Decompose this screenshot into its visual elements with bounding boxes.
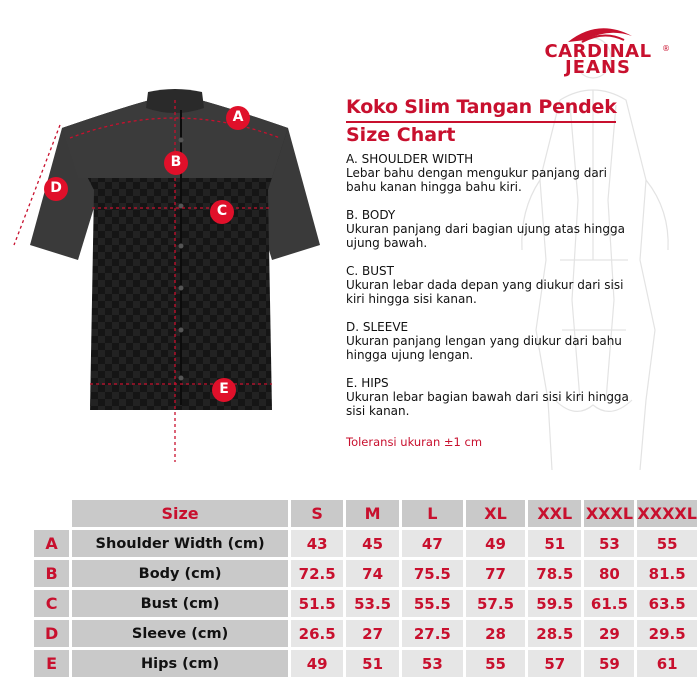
tolerance-note: Toleransi ukuran ±1 cm xyxy=(346,435,483,449)
table-header-size: Size xyxy=(72,500,288,527)
row-letter: A xyxy=(34,530,69,557)
table-cell: 55 xyxy=(637,530,697,557)
row-label: Shoulder Width (cm) xyxy=(72,530,288,557)
table-cell: 53 xyxy=(584,530,634,557)
table-cell: 75.5 xyxy=(402,560,463,587)
product-title: Koko Slim Tangan Pendek xyxy=(346,96,617,118)
table-cell: 47 xyxy=(402,530,463,557)
row-letter: E xyxy=(34,650,69,677)
table-header-xl: XL xyxy=(466,500,525,527)
table-header-xxxxl: XXXXL xyxy=(637,500,697,527)
marker-c-label: C xyxy=(216,203,228,219)
table-cell: 53 xyxy=(402,650,463,677)
row-label: Bust (cm) xyxy=(72,590,288,617)
table-row xyxy=(34,650,697,677)
marker-b-label: B xyxy=(170,154,182,170)
table-cell: 27 xyxy=(346,620,398,647)
size-chart-heading: Size Chart xyxy=(346,124,456,146)
description-heading: A. SHOULDER WIDTH xyxy=(346,152,474,166)
description-text: Ukuran panjang dari bagian ujung atas hingga ujung bawah. xyxy=(346,222,625,250)
row-letter: B xyxy=(34,560,69,587)
table-cell: 28.5 xyxy=(528,620,581,647)
description-heading: B. BODY xyxy=(346,208,396,222)
size-table xyxy=(31,497,700,680)
description-heading: C. BUST xyxy=(346,264,394,278)
table-cell: 29 xyxy=(584,620,634,647)
description-text: Ukuran panjang lengan yang diukur dari bahu hingga ujung lengan. xyxy=(346,334,622,362)
row-letter: D xyxy=(34,620,69,647)
row-label: Sleeve (cm) xyxy=(72,620,288,647)
description-text: Ukuran lebar bagian bawah dari sisi kiri hingga sisi kanan. xyxy=(346,390,629,418)
table-cell: 80 xyxy=(584,560,634,587)
marker-e-label: E xyxy=(219,381,229,397)
table-cell: 77 xyxy=(466,560,525,587)
table-header-s: S xyxy=(291,500,343,527)
table-row xyxy=(34,620,697,647)
table-cell: 63.5 xyxy=(637,590,697,617)
row-label: Body (cm) xyxy=(72,560,288,587)
table-cell: 55.5 xyxy=(402,590,463,617)
description-body xyxy=(346,208,636,250)
table-cell: 49 xyxy=(466,530,525,557)
table-cell: 29.5 xyxy=(637,620,697,647)
row-letter: C xyxy=(34,590,69,617)
table-cell: 74 xyxy=(346,560,398,587)
table-cell: 26.5 xyxy=(291,620,343,647)
table-header-m: M xyxy=(346,500,398,527)
table-cell: 43 xyxy=(291,530,343,557)
table-cell: 81.5 xyxy=(637,560,697,587)
description-heading: E. HIPS xyxy=(346,376,389,390)
table-cell: 51 xyxy=(528,530,581,557)
description-heading: D. SLEEVE xyxy=(346,320,409,334)
registered-mark: ® xyxy=(662,44,670,53)
table-cell: 53.5 xyxy=(346,590,398,617)
table-corner xyxy=(34,500,69,527)
table-cell: 27.5 xyxy=(402,620,463,647)
table-cell: 55 xyxy=(466,650,525,677)
table-cell: 59 xyxy=(584,650,634,677)
measurement-descriptions xyxy=(346,152,636,432)
description-text: Lebar bahu dengan mengukur panjang dari bahu kanan hingga bahu kiri. xyxy=(346,166,607,194)
table-cell: 59.5 xyxy=(528,590,581,617)
description-shoulder-width xyxy=(346,152,636,194)
table-cell: 45 xyxy=(346,530,398,557)
title-divider xyxy=(346,121,616,123)
table-header-xxl: XXL xyxy=(528,500,581,527)
table-row xyxy=(34,590,697,617)
table-cell: 49 xyxy=(291,650,343,677)
table-cell: 57.5 xyxy=(466,590,525,617)
table-header-xxxl: XXXL xyxy=(584,500,634,527)
table-cell: 61.5 xyxy=(584,590,634,617)
table-cell: 61 xyxy=(637,650,697,677)
brand-name-line1: CARDINAL xyxy=(544,41,652,62)
table-cell: 78.5 xyxy=(528,560,581,587)
table-row xyxy=(34,560,697,587)
brand-name-line2: JEANS xyxy=(565,57,631,78)
table-cell: 51.5 xyxy=(291,590,343,617)
description-bust xyxy=(346,264,636,306)
brand-logo xyxy=(528,22,668,80)
table-cell: 28 xyxy=(466,620,525,647)
shirt-illustration xyxy=(0,0,340,470)
table-header-l: L xyxy=(402,500,463,527)
description-sleeve xyxy=(346,320,636,362)
table-cell: 57 xyxy=(528,650,581,677)
table-cell: 72.5 xyxy=(291,560,343,587)
table-row xyxy=(34,530,697,557)
description-text: Ukuran lebar dada depan yang diukur dari sisi kiri hingga sisi kanan. xyxy=(346,278,624,306)
row-label: Hips (cm) xyxy=(72,650,288,677)
marker-d-label: D xyxy=(50,180,62,196)
description-hips xyxy=(346,376,636,418)
table-header-row xyxy=(34,500,697,527)
table-cell: 51 xyxy=(346,650,398,677)
marker-a-label: A xyxy=(232,109,244,125)
